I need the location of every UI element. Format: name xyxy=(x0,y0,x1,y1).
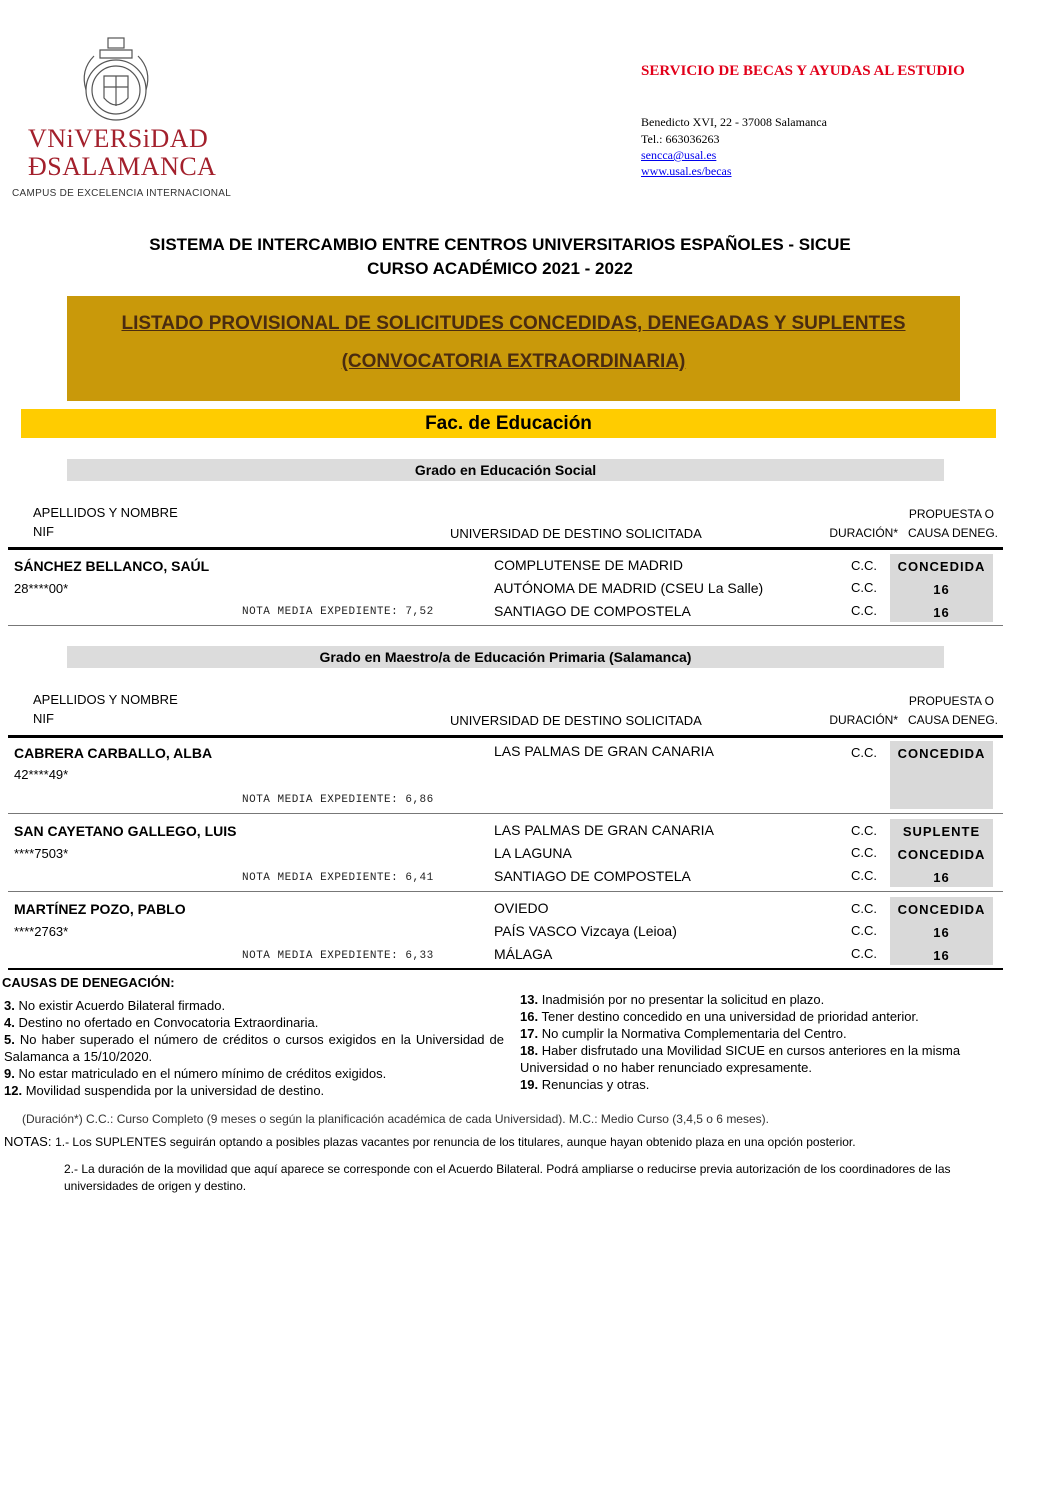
header-university: UNIVERSIDAD DE DESTINO SOLICITADA xyxy=(450,526,702,541)
cause-item: 19. Renuncias y otras. xyxy=(520,1077,650,1092)
notes-label: NOTAS: xyxy=(4,1134,52,1149)
proposal: CONCEDIDA xyxy=(897,902,986,917)
listing-title-line2: (CONVOCATORIA EXTRAORDINARIA) xyxy=(341,351,686,372)
duration: C.C. xyxy=(851,580,877,595)
proposal: 16 xyxy=(933,870,950,885)
row-divider xyxy=(8,625,1003,626)
proposal: CONCEDIDA xyxy=(897,746,986,761)
duration: C.C. xyxy=(851,923,877,938)
duration: C.C. xyxy=(851,901,877,916)
service-phone: Tel.: 663036263 xyxy=(641,132,720,146)
service-address: Benedicto XVI, 22 - 37008 Salamanca xyxy=(641,115,827,129)
cause-item: 16. Tener destino concedido en una universidad de prioridad anterior. xyxy=(520,1009,919,1024)
destination: LA LAGUNA xyxy=(494,845,572,861)
university-crest-logo xyxy=(70,36,162,124)
proposal: 16 xyxy=(933,605,950,620)
listing-title-line1: LISTADO PROVISIONAL DE SOLICITUDES CONCEDIDAS, DENEGADAS Y SUPLENTES xyxy=(121,313,906,334)
header-rule xyxy=(8,735,1003,738)
destination: COMPLUTENSE DE MADRID xyxy=(494,557,684,573)
main-title-line1: SISTEMA DE INTERCAMBIO ENTRE CENTROS UNIVERSITARIOS ESPAÑOLES - SICUE xyxy=(149,235,851,254)
student-nif: ****2763* xyxy=(14,924,69,939)
cause-item: 12. Movilidad suspendida por la universidad de destino. xyxy=(4,1083,325,1098)
header-nif: NIF xyxy=(33,524,54,539)
duration: C.C. xyxy=(851,745,877,760)
student-name: CABRERA CARBALLO, ALBA xyxy=(14,745,213,761)
causes-right-list xyxy=(520,991,970,1093)
header-proposal-1: PROPUESTA O xyxy=(908,694,994,708)
destination: AUTÓNOMA DE MADRID (CSEU La Salle) xyxy=(494,580,764,596)
row-divider xyxy=(8,813,1003,814)
header-nif: NIF xyxy=(33,711,54,726)
grado-bar: Grado en Maestro/a de Educación Primaria (Salamanca) xyxy=(67,646,944,668)
student-nota: NOTA MEDIA EXPEDIENTE: 6,41 xyxy=(242,872,434,884)
duration: C.C. xyxy=(851,845,877,860)
row-divider xyxy=(8,891,1003,892)
destination: SANTIAGO DE COMPOSTELA xyxy=(494,868,691,884)
destination: LAS PALMAS DE GRAN CANARIA xyxy=(494,822,714,838)
proposal: CONCEDIDA xyxy=(897,559,986,574)
notes-line1 xyxy=(4,1134,1054,1149)
header-duration: DURACIÓN* xyxy=(829,526,898,540)
duration: C.C. xyxy=(851,823,877,838)
header-university: UNIVERSIDAD DE DESTINO SOLICITADA xyxy=(450,713,702,728)
causes-left-list xyxy=(4,997,504,1099)
proposal: CONCEDIDA xyxy=(897,847,986,862)
note-2: 2.- La duración de la movilidad que aquí aparece se corresponde con el Acuerdo Bilateral. Podrá ampliarse o reducirse previa autorización de los coordinadores de las universidades de origen y destino. xyxy=(64,1162,951,1193)
student-nota: NOTA MEDIA EXPEDIENTE: 7,52 xyxy=(242,606,434,618)
header-proposal-2: CAUSA DENEG. xyxy=(907,713,998,727)
duration: C.C. xyxy=(851,946,877,961)
duration: C.C. xyxy=(851,558,877,573)
proposal: 16 xyxy=(933,925,950,940)
header-name: APELLIDOS Y NOMBRE xyxy=(33,505,178,520)
destination: LAS PALMAS DE GRAN CANARIA xyxy=(494,743,714,759)
student-name: MARTÍNEZ POZO, PABLO xyxy=(14,901,186,917)
cause-item: 5. No haber superado el número de créditos o cursos exigidos en la Universidad de Salamanca a 15/10/2020. xyxy=(4,1032,504,1064)
destination: PAÍS VASCO Vizcaya (Leioa) xyxy=(494,923,677,939)
cause-item: 3. No existir Acuerdo Bilateral firmado. xyxy=(4,998,226,1013)
header-duration: DURACIÓN* xyxy=(829,713,898,727)
cause-item: 13. Inadmisión por no presentar la solicitud en plazo. xyxy=(520,992,825,1007)
destination: OVIEDO xyxy=(494,900,549,916)
service-web-link[interactable]: www.usal.es/becas xyxy=(641,164,732,178)
service-title: SERVICIO DE BECAS Y AYUDAS AL ESTUDIO xyxy=(641,63,965,79)
student-nota: NOTA MEDIA EXPEDIENTE: 6,86 xyxy=(242,794,434,806)
duration: C.C. xyxy=(851,603,877,618)
student-name: SAN CAYETANO GALLEGO, LUIS xyxy=(14,823,237,839)
main-title-line2: CURSO ACADÉMICO 2021 - 2022 xyxy=(367,259,633,278)
destination: SANTIAGO DE COMPOSTELA xyxy=(494,603,691,619)
faculty-bar: Fac. de Educación xyxy=(21,409,996,438)
duration-note: (Duración*) C.C.: Curso Completo (9 meses o según la planificación académica de cada Universidad). M.C.: Medio Curso (3,4,5 o 6 meses). xyxy=(22,1112,769,1126)
listing-banner xyxy=(67,296,960,401)
cause-item: 9. No estar matriculado en el número mínimo de créditos exigidos. xyxy=(4,1066,387,1081)
destination: MÁLAGA xyxy=(494,946,553,962)
cause-item: 18. Haber disfrutado una Movilidad SICUE en cursos anteriores en la misma Universidad o no haber renunciado expresamente. xyxy=(520,1043,961,1075)
proposal: 16 xyxy=(933,948,950,963)
duration: C.C. xyxy=(851,868,877,883)
logo-subtitle: CAMPUS DE EXCELENCIA INTERNACIONAL xyxy=(12,188,232,199)
student-nif: 42****49* xyxy=(14,767,69,782)
cause-item: 17. No cumplir la Normativa Complementaria del Centro. xyxy=(520,1026,847,1041)
student-name: SÁNCHEZ BELLANCO, SAÚL xyxy=(14,558,210,574)
service-email-link[interactable]: sencca@usal.es xyxy=(641,148,717,162)
proposal: SUPLENTE xyxy=(902,824,981,839)
logo-wordmark-line2: ÐSALAMANCA xyxy=(28,152,217,181)
header-proposal-2: CAUSA DENEG. xyxy=(907,526,998,540)
student-nif: ****7503* xyxy=(14,846,69,861)
header-proposal-1: PROPUESTA O xyxy=(908,507,994,521)
header-rule xyxy=(8,547,1003,550)
grado-bar: Grado en Educación Social xyxy=(67,459,944,481)
row-divider xyxy=(8,968,1003,970)
student-nota: NOTA MEDIA EXPEDIENTE: 6,33 xyxy=(242,950,434,962)
note-1: 1.- Los SUPLENTES seguirán optando a posibles plazas vacantes por renuncia de los titulares, aunque hayan obtenido plaza en una opción posterior. xyxy=(55,1135,856,1149)
header-name: APELLIDOS Y NOMBRE xyxy=(33,692,178,707)
causes-title: CAUSAS DE DENEGACIÓN: xyxy=(2,975,175,990)
proposal: 16 xyxy=(933,582,950,597)
cause-item: 4. Destino no ofertado en Convocatoria Extraordinaria. xyxy=(4,1015,319,1030)
logo-wordmark-line1: VNiVERSiDAD xyxy=(28,124,209,153)
student-nif: 28****00* xyxy=(14,581,69,596)
